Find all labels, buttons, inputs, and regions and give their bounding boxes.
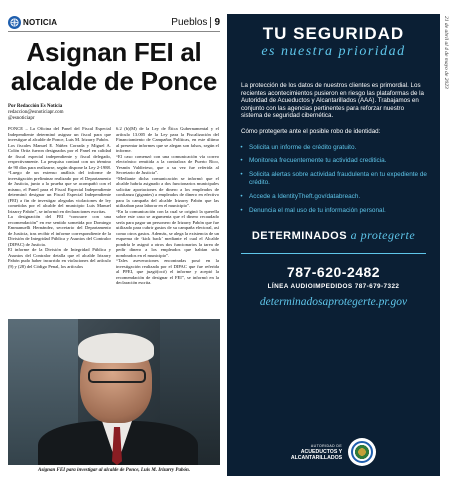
ad-question: Cómo protegerte ante el posible robo de identidad:: [241, 127, 381, 135]
page-header: [8, 14, 220, 32]
divider: [241, 253, 426, 254]
bullet-icon: •: [240, 143, 243, 151]
brand-name: NOTICIA: [23, 18, 58, 27]
mayor-photo: [8, 319, 220, 465]
byline-handle[interactable]: @esnoticiapr: [8, 116, 35, 121]
article-column-2: [116, 126, 219, 286]
paragraph: Los fiscales Manuel E. Núñez Corrada y Miguel A. Colón Ortiz fueron designados por el Panel en calidad de fiscal especial independiente y fiscal delegado, respectivamente. La pesquisa contará con un término de 90 días para realizarse, según dispone la Ley 2-1988.: [8, 142, 111, 170]
ad-footer: [227, 438, 440, 466]
article-headline: Asignan FEI al alcalde de Ponce: [10, 37, 218, 96]
ad-tty-line: [227, 283, 440, 290]
bullet-icon: •: [240, 192, 243, 200]
photo-caption: Asignan FEI para investigar al alcalde de Ponce, Luis M. Irizarry Pabón.: [38, 468, 190, 473]
issue-date: 21 de abril al 4 de mayo de 2023: [443, 16, 449, 89]
bullet-icon: •: [240, 157, 243, 165]
ad-tip[interactable]: • Accede a IdentityTheft.gov/databreach.: [240, 192, 361, 200]
bullet-icon: •: [240, 171, 243, 179]
article-page: [8, 14, 220, 476]
paragraph: “El caso comenzó con una comunicación vía correo electrónico remitida a la contralora de Puerto Rico, Yesmín Valdivieso, que a su vez fue referida al Secretario de Justicia”.: [116, 153, 219, 175]
page-number: 9: [214, 17, 220, 28]
org-name: AUTORIDAD DE ACUEDUCTOS Y ALCANTARILLADOS: [290, 444, 343, 461]
byline: [8, 104, 220, 122]
ad-tip: • Solicita un informe de crédito gratuito.: [240, 143, 357, 151]
article-column-1: [8, 126, 111, 286]
ad-tip: • Monitorea frecuentemente tu actividad crediticia.: [240, 157, 387, 165]
ad-tip: • Solicita alertas sobre actividad fraudulenta en tu expediente de crédito.: [240, 171, 427, 186]
paragraph: “Tales aseveraciones encontradas posó en la investigación realizada por el DIPAC que fue referida al PFEI, que juzgó(ocó) el informe y aceptó la recomendación de designar el FEI”, se informó en la declaración escrita.: [116, 258, 219, 285]
campaign-word-2: a protegerte: [350, 228, 416, 243]
byline-author: Por Redacción Es Noticia: [8, 104, 63, 109]
paragraph: “Luego de un extenso análisis del informe de investigación preliminar realizado por el Departamento de Justicia, junto a la prueba que se acompañó con el mismo, el Panel para el Fiscal Especial Independiente determinó designar un Fiscal Especial Independiente (FEI) a fin de investigar alegadas violaciones de ley cometidas por el alcalde del municipio Luis Manuel Irizarry Pabón”, se informó en declaraciones escritas.: [8, 170, 111, 214]
tty-number[interactable]: 787-679-7322: [354, 283, 400, 291]
bullet-icon: •: [240, 206, 243, 214]
ad-tip: • Denuncia el mal uso de tu información personal.: [240, 206, 386, 214]
advertisement[interactable]: [227, 14, 440, 476]
ad-tips-list: [239, 144, 428, 215]
ad-intro: La protección de los datos de nuestros clientes es primordial. Los recientes acontecimientos pusieron en riesgo las plataformas de la Autoridad de Acueductos y Alcantarillados (AAA). Trabajamos en conjunto con las agencias pertinentes para reforzar nuestro sistema de seguridad cibernética.: [241, 82, 424, 120]
paragraph: “En la comunicación con la cual se originó la querella sobre este caso se argumenta que el dinero recaudado sería para pagar un personero de Irizarry Pabón que fue utilizado para cubrir gastos de su campaña electoral, así como otros gastos. Además, se alega la existencia de un esquema de ‘kick back’ mediante el cual el Alcalde pondría le asignó a otros dos funcionarios la tarea de pedir dinero a los empleados que habían sido nombrados en el municipio”.: [116, 208, 219, 258]
ad-phone[interactable]: 787-620-2482: [286, 264, 381, 281]
globe-icon: [8, 16, 21, 29]
ad-campaign-brand: [227, 228, 440, 243]
byline-email[interactable]: redaccion@esnoticiapr.com: [8, 110, 64, 115]
divider: [210, 17, 211, 28]
tty-label: LÍNEA AUDIOIMPEDIDOS: [267, 283, 353, 291]
paragraph: El informe de la División de Integridad Pública y Asuntos del Contralor detalla que el alcalde Irizarry Pabón pudo haber incurrido en violaciones del artículo (9) y (28) del Código Penal, los artículos: [8, 247, 111, 269]
section-label: [171, 17, 220, 28]
paragraph: 6.2 (b)(M) de la Ley de Ética Gubernamental y el artículo 13.005 de la Ley para la Fiscalización del Financiamiento de Campañas Políticas, en este último al presentar informes que se alegan son falsos, según el informe.: [116, 126, 219, 153]
newspaper-logo: [8, 16, 57, 29]
section-name: Pueblos: [171, 17, 208, 28]
paragraph: PONCE – La Oficina del Panel del Fiscal Especial Independiente determinó asignar un fiscal para que investigue al alcalde de Ponce, Luis M. Irizarry Pabón.: [8, 126, 111, 142]
ad-subtitle: es nuestra prioridad: [261, 44, 406, 59]
campaign-word-1: DETERMINADOS: [251, 230, 348, 243]
paragraph: “Mediante dicha comunicación se informó que el alcalde habría asignado a dos funcionarios municipales solicitar aportaciones de dinero a los empleados de confianza (gigantes) a empleados de dinero en efectivo para la campaña del alcalde Irizarry Pabón que las utilizaban para laborar en el municipio”.: [116, 175, 219, 208]
ad-title: TU SEGURIDAD: [262, 24, 405, 43]
article-body: [8, 126, 220, 286]
org-seal-icon: [348, 438, 376, 466]
ad-website-link[interactable]: determinadosaprotegerte.pr.gov: [259, 296, 408, 309]
paragraph: La designación del FEI “concurre con una recomendación” en ese sentido sometida por Domingo Emmanuelli Hernández, secretario del Departamento de Justicia, tras recibir el informe correspondiente de la División de Integridad Pública y Asuntos del Contralor (DIPAC) de Justicia.: [8, 214, 111, 247]
